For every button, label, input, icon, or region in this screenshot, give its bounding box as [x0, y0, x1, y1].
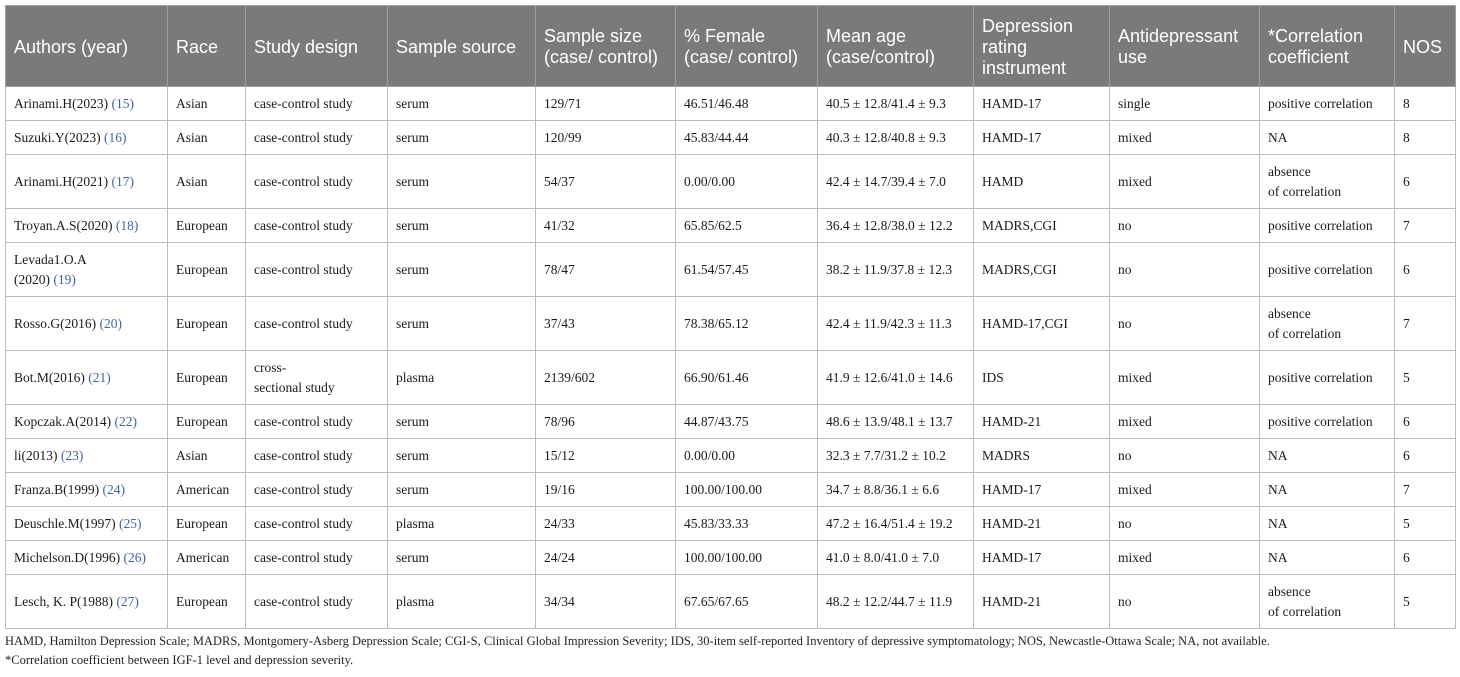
- cell-author: [6, 121, 168, 155]
- author-name: Bot.M(2016): [14, 369, 89, 385]
- cell-age: 36.4 ± 12.8/38.0 ± 12.2: [818, 209, 974, 243]
- col-header-study-design: Study design: [246, 6, 388, 87]
- cell-size: 78/96: [536, 405, 676, 439]
- cell-antidepressant: no: [1110, 575, 1260, 629]
- cell-instrument: MADRS: [974, 439, 1110, 473]
- cell-female: 67.65/67.65: [676, 575, 818, 629]
- author-name: Troyan.A.S(2020): [14, 217, 116, 233]
- cell-design: case-control study: [246, 439, 388, 473]
- cell-source: plasma: [388, 575, 536, 629]
- cell-size: 24/33: [536, 507, 676, 541]
- cell-author: [6, 297, 168, 351]
- cell-instrument: HAMD-17: [974, 473, 1110, 507]
- cell-source: serum: [388, 155, 536, 209]
- cell-female: 100.00/100.00: [676, 541, 818, 575]
- study-characteristics-table: [5, 5, 1456, 629]
- cell-nos: 7: [1395, 297, 1456, 351]
- col-header-nos: NOS: [1395, 6, 1456, 87]
- cell-author: [6, 155, 168, 209]
- reference-link[interactable]: (18): [115, 217, 139, 233]
- author-name: Lesch, K. P(1988): [14, 593, 117, 609]
- cell-author: [6, 575, 168, 629]
- cell-correlation: NA: [1260, 541, 1395, 575]
- cell-instrument: HAMD-17,CGI: [974, 297, 1110, 351]
- cell-author: [6, 439, 168, 473]
- cell-design: case-control study: [246, 541, 388, 575]
- cell-size: 24/24: [536, 541, 676, 575]
- cell-design: case-control study: [246, 155, 388, 209]
- cell-instrument: MADRS,CGI: [974, 209, 1110, 243]
- cell-race: European: [168, 405, 246, 439]
- cell-instrument: MADRS,CGI: [974, 243, 1110, 297]
- cell-race: European: [168, 575, 246, 629]
- cell-race: Asian: [168, 87, 246, 121]
- cell-race: American: [168, 541, 246, 575]
- cell-nos: 6: [1395, 541, 1456, 575]
- col-header-race: Race: [168, 6, 246, 87]
- cell-female: 66.90/61.46: [676, 351, 818, 405]
- cell-nos: 5: [1395, 351, 1456, 405]
- cell-nos: 6: [1395, 439, 1456, 473]
- cell-source: serum: [388, 87, 536, 121]
- col-header-correlation: *Correlation coefficient: [1260, 6, 1395, 87]
- cell-female: 46.51/46.48: [676, 87, 818, 121]
- table-row: [6, 575, 1456, 629]
- cell-instrument: HAMD-21: [974, 507, 1110, 541]
- cell-design: case-control study: [246, 87, 388, 121]
- cell-antidepressant: mixed: [1110, 121, 1260, 155]
- reference-link[interactable]: (24): [102, 481, 125, 497]
- cell-age: 40.5 ± 12.8/41.4 ± 9.3: [818, 87, 974, 121]
- cell-female: 65.85/62.5: [676, 209, 818, 243]
- cell-design: case-control study: [246, 507, 388, 541]
- table-container: [5, 5, 1455, 670]
- cell-age: 41.9 ± 12.6/41.0 ± 14.6: [818, 351, 974, 405]
- cell-author: [6, 209, 168, 243]
- reference-link[interactable]: (21): [88, 369, 111, 385]
- cell-antidepressant: no: [1110, 297, 1260, 351]
- cell-instrument: HAMD-17: [974, 121, 1110, 155]
- cell-age: 32.3 ± 7.7/31.2 ± 10.2: [818, 439, 974, 473]
- abbreviations-footnote: HAMD, Hamilton Depression Scale; MADRS, Montgomery-Asberg Depression Scale; CGI-S, Clinical Global Impression Severity; IDS, 30-item self-reported Inventory of depressive symptomatology; NOS, Newcastle-Ottawa Scale; NA, not available.: [5, 634, 1270, 648]
- cell-size: 15/12: [536, 439, 676, 473]
- cell-race: Asian: [168, 155, 246, 209]
- cell-age: 42.4 ± 11.9/42.3 ± 11.3: [818, 297, 974, 351]
- table-row: [6, 405, 1456, 439]
- table-row: [6, 351, 1456, 405]
- reference-link[interactable]: (23): [60, 447, 84, 463]
- cell-instrument: HAMD-17: [974, 541, 1110, 575]
- cell-instrument: HAMD: [974, 155, 1110, 209]
- cell-antidepressant: mixed: [1110, 351, 1260, 405]
- table-header-row: [6, 6, 1456, 87]
- table-row: [6, 87, 1456, 121]
- cell-correlation: NA: [1260, 507, 1395, 541]
- cell-source: plasma: [388, 507, 536, 541]
- author-name: Franza.B(1999): [14, 481, 103, 497]
- cell-race: American: [168, 473, 246, 507]
- cell-size: 34/34: [536, 575, 676, 629]
- cell-design: case-control study: [246, 473, 388, 507]
- cell-correlation: absence of correlation: [1260, 575, 1395, 629]
- cell-author: [6, 243, 168, 297]
- table-row: [6, 155, 1456, 209]
- col-header-sample-source: Sample source: [388, 6, 536, 87]
- cell-nos: 5: [1395, 575, 1456, 629]
- cell-size: 41/32: [536, 209, 676, 243]
- cell-author: [6, 473, 168, 507]
- cell-design: case-control study: [246, 575, 388, 629]
- table-row: [6, 541, 1456, 575]
- cell-age: 47.2 ± 16.4/51.4 ± 19.2: [818, 507, 974, 541]
- cell-source: serum: [388, 541, 536, 575]
- col-header-mean-age: Mean age (case/control): [818, 6, 974, 87]
- reference-link[interactable]: (20): [99, 315, 123, 331]
- table-footnotes: [5, 632, 1455, 670]
- cell-correlation: NA: [1260, 121, 1395, 155]
- reference-link[interactable]: (25): [118, 515, 142, 531]
- cell-author: [6, 351, 168, 405]
- cell-female: 45.83/44.44: [676, 121, 818, 155]
- reference-link[interactable]: (15): [111, 95, 134, 111]
- cell-correlation: positive correlation: [1260, 405, 1395, 439]
- col-header-sample-size: Sample size (case/ control): [536, 6, 676, 87]
- cell-design: case-control study: [246, 243, 388, 297]
- author-name: Rosso.G(2016): [14, 315, 100, 331]
- cell-age: 42.4 ± 14.7/39.4 ± 7.0: [818, 155, 974, 209]
- cell-nos: 8: [1395, 87, 1456, 121]
- table-row: [6, 209, 1456, 243]
- cell-nos: 6: [1395, 155, 1456, 209]
- cell-nos: 6: [1395, 243, 1456, 297]
- col-header-female: % Female (case/ control): [676, 6, 818, 87]
- reference-link[interactable]: (16): [104, 129, 127, 145]
- cell-nos: 8: [1395, 121, 1456, 155]
- cell-female: 78.38/65.12: [676, 297, 818, 351]
- cell-antidepressant: no: [1110, 209, 1260, 243]
- cell-race: Asian: [168, 439, 246, 473]
- cell-correlation: positive correlation: [1260, 243, 1395, 297]
- cell-nos: 6: [1395, 405, 1456, 439]
- cell-correlation: positive correlation: [1260, 209, 1395, 243]
- cell-race: European: [168, 351, 246, 405]
- cell-design: case-control study: [246, 297, 388, 351]
- table-row: [6, 297, 1456, 351]
- table-row: [6, 473, 1456, 507]
- cell-author: [6, 87, 168, 121]
- cell-age: 48.6 ± 13.9/48.1 ± 13.7: [818, 405, 974, 439]
- cell-instrument: HAMD-21: [974, 405, 1110, 439]
- author-name: Deuschle.M(1997): [14, 515, 119, 531]
- cell-instrument: IDS: [974, 351, 1110, 405]
- col-header-antidepressant: Antidepressant use: [1110, 6, 1260, 87]
- cell-instrument: HAMD-17: [974, 87, 1110, 121]
- cell-antidepressant: no: [1110, 507, 1260, 541]
- col-header-authors: Authors (year): [6, 6, 168, 87]
- cell-source: serum: [388, 297, 536, 351]
- author-name: Kopczak.A(2014): [14, 413, 115, 429]
- cell-source: serum: [388, 209, 536, 243]
- table-row: [6, 121, 1456, 155]
- cell-correlation: absence of correlation: [1260, 297, 1395, 351]
- cell-race: European: [168, 297, 246, 351]
- cell-antidepressant: mixed: [1110, 155, 1260, 209]
- table-row: [6, 243, 1456, 297]
- author-name: Michelson.D(1996): [14, 549, 124, 565]
- cell-author: [6, 405, 168, 439]
- cell-female: 45.83/33.33: [676, 507, 818, 541]
- cell-size: 129/71: [536, 87, 676, 121]
- cell-nos: 7: [1395, 209, 1456, 243]
- cell-nos: 7: [1395, 473, 1456, 507]
- cell-female: 0.00/0.00: [676, 155, 818, 209]
- cell-correlation: absence of correlation: [1260, 155, 1395, 209]
- reference-link[interactable]: (17): [111, 173, 134, 189]
- cell-design: cross- sectional study: [246, 351, 388, 405]
- reference-link[interactable]: (19): [53, 271, 76, 287]
- cell-nos: 5: [1395, 507, 1456, 541]
- cell-design: case-control study: [246, 121, 388, 155]
- correlation-footnote: *Correlation coefficient between IGF-1 level and depression severity.: [5, 653, 354, 667]
- cell-antidepressant: no: [1110, 439, 1260, 473]
- cell-age: 40.3 ± 12.8/40.8 ± 9.3: [818, 121, 974, 155]
- cell-race: European: [168, 243, 246, 297]
- cell-size: 120/99: [536, 121, 676, 155]
- cell-antidepressant: mixed: [1110, 541, 1260, 575]
- author-name: Arinami.H(2023): [14, 95, 112, 111]
- cell-instrument: HAMD-21: [974, 575, 1110, 629]
- table-row: [6, 439, 1456, 473]
- author-name: li(2013): [14, 447, 61, 463]
- table-row: [6, 507, 1456, 541]
- cell-antidepressant: mixed: [1110, 473, 1260, 507]
- cell-female: 61.54/57.45: [676, 243, 818, 297]
- reference-link[interactable]: (26): [123, 549, 146, 565]
- cell-female: 0.00/0.00: [676, 439, 818, 473]
- cell-source: serum: [388, 243, 536, 297]
- cell-antidepressant: single: [1110, 87, 1260, 121]
- cell-author: [6, 541, 168, 575]
- cell-age: 38.2 ± 11.9/37.8 ± 12.3: [818, 243, 974, 297]
- cell-correlation: positive correlation: [1260, 87, 1395, 121]
- cell-antidepressant: mixed: [1110, 405, 1260, 439]
- cell-source: serum: [388, 121, 536, 155]
- author-name: Levada1.O.A (2020): [14, 251, 87, 287]
- cell-antidepressant: no: [1110, 243, 1260, 297]
- cell-correlation: positive correlation: [1260, 351, 1395, 405]
- col-header-instrument: Depression rating instrument: [974, 6, 1110, 87]
- cell-age: 48.2 ± 12.2/44.7 ± 11.9: [818, 575, 974, 629]
- cell-age: 34.7 ± 8.8/36.1 ± 6.6: [818, 473, 974, 507]
- cell-size: 54/37: [536, 155, 676, 209]
- reference-link[interactable]: (27): [116, 593, 139, 609]
- cell-size: 37/43: [536, 297, 676, 351]
- cell-size: 19/16: [536, 473, 676, 507]
- cell-source: plasma: [388, 351, 536, 405]
- cell-design: case-control study: [246, 405, 388, 439]
- cell-female: 100.00/100.00: [676, 473, 818, 507]
- cell-correlation: NA: [1260, 473, 1395, 507]
- cell-age: 41.0 ± 8.0/41.0 ± 7.0: [818, 541, 974, 575]
- cell-source: serum: [388, 439, 536, 473]
- author-name: Arinami.H(2021): [14, 173, 112, 189]
- cell-author: [6, 507, 168, 541]
- reference-link[interactable]: (22): [114, 413, 137, 429]
- cell-race: European: [168, 507, 246, 541]
- cell-female: 44.87/43.75: [676, 405, 818, 439]
- cell-size: 2139/602: [536, 351, 676, 405]
- author-name: Suzuki.Y(2023): [14, 129, 104, 145]
- cell-source: serum: [388, 473, 536, 507]
- cell-correlation: NA: [1260, 439, 1395, 473]
- cell-race: European: [168, 209, 246, 243]
- cell-design: case-control study: [246, 209, 388, 243]
- cell-race: Asian: [168, 121, 246, 155]
- cell-size: 78/47: [536, 243, 676, 297]
- cell-source: serum: [388, 405, 536, 439]
